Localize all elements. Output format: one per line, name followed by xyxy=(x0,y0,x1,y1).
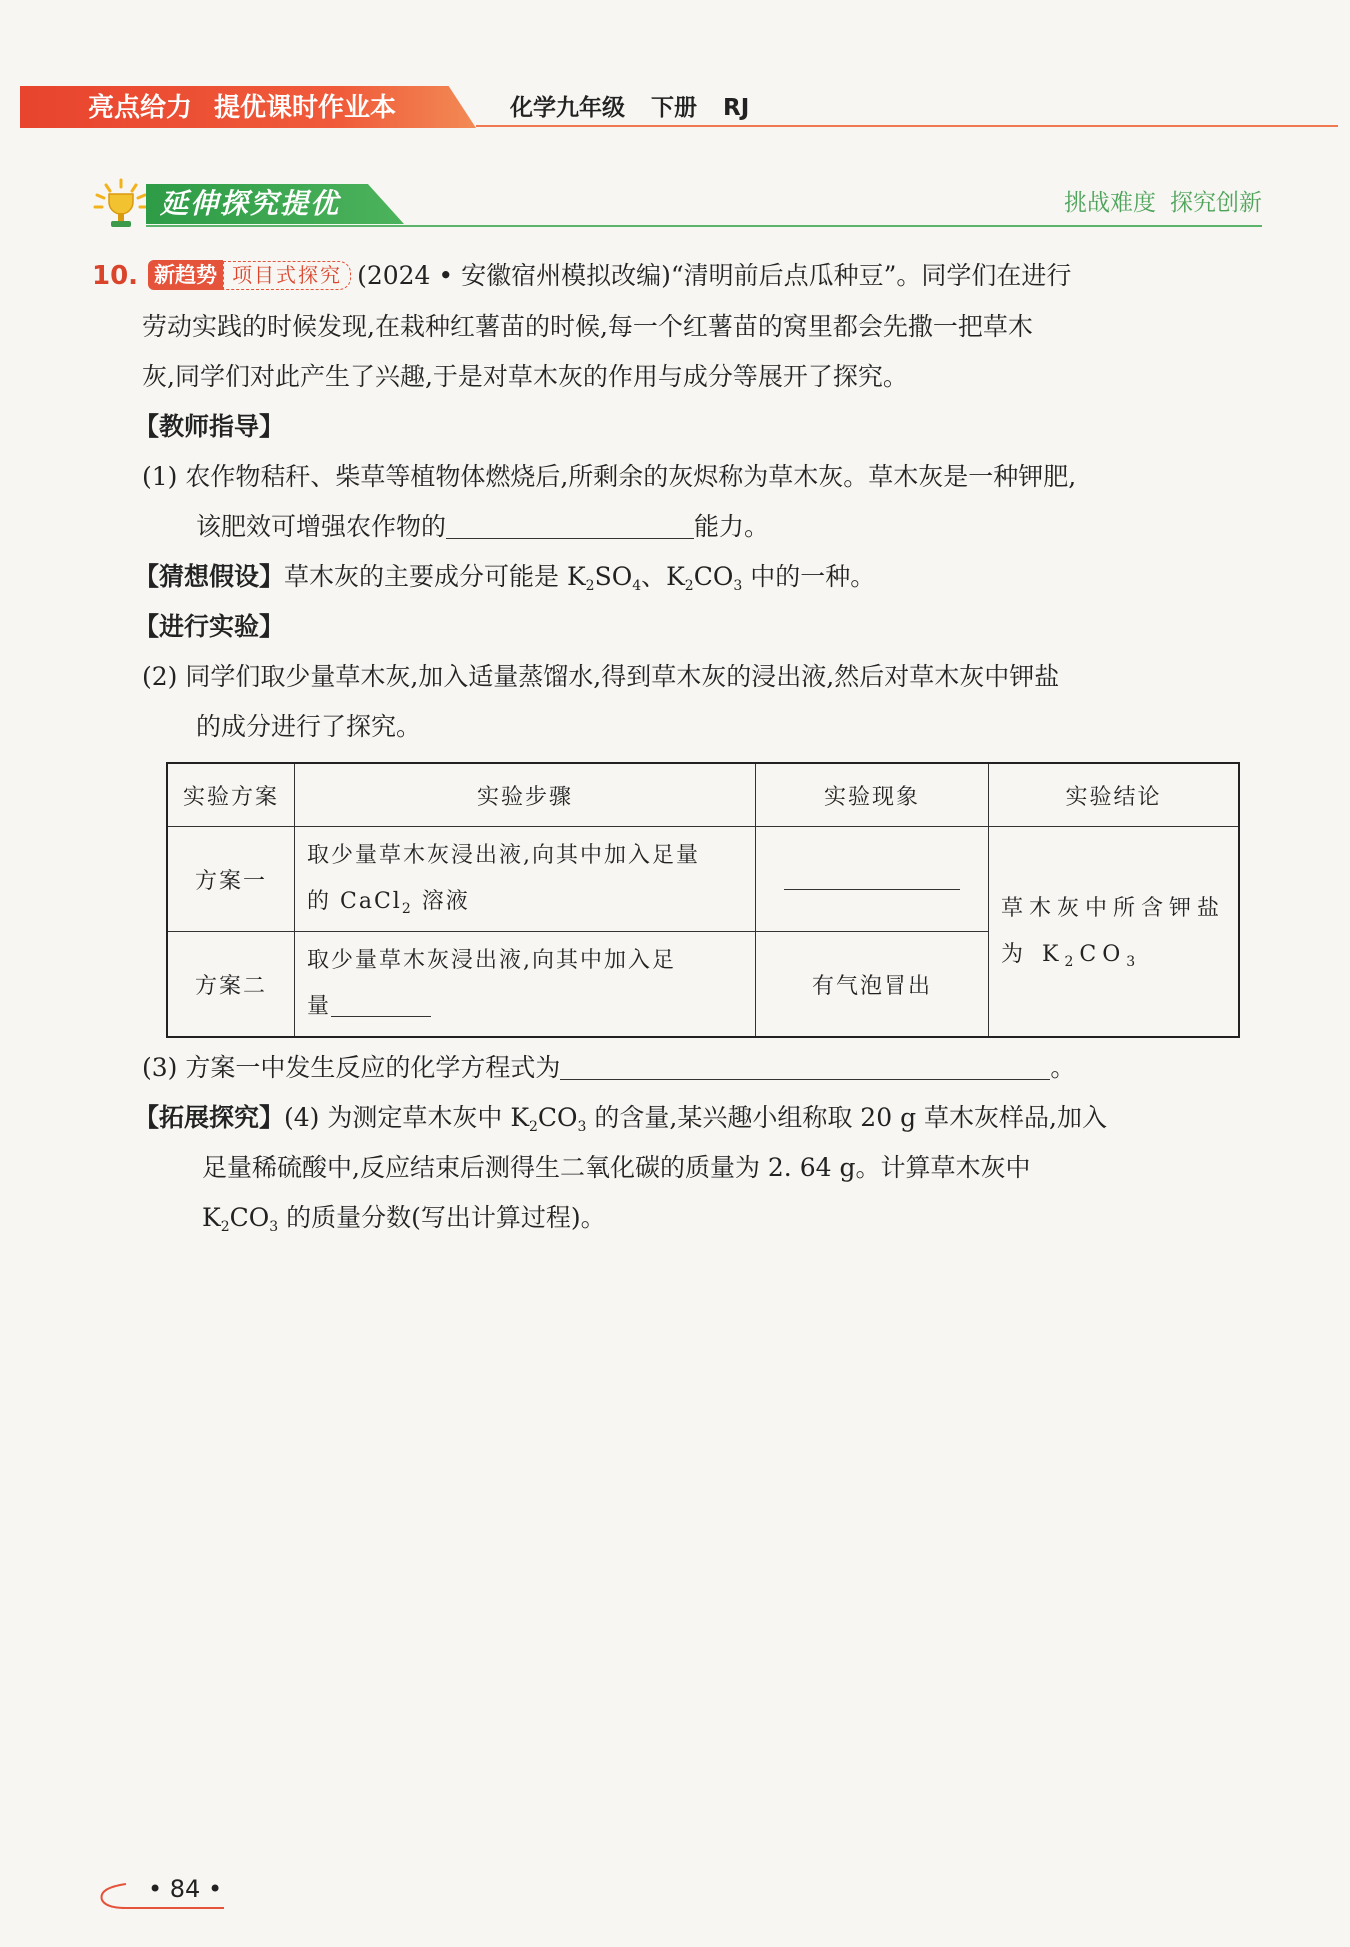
part4-text: CO xyxy=(229,1203,270,1232)
sub-2: 2 xyxy=(585,578,595,594)
part3-text: (3) 方案一中发生反应的化学方程式为 xyxy=(142,1053,561,1082)
heading-extension: 【拓展探究】 xyxy=(134,1103,285,1132)
table-header: 实验方案 xyxy=(167,763,295,827)
table-header: 实验步骤 xyxy=(295,763,756,827)
trophy-icon xyxy=(92,178,150,230)
section-tagline xyxy=(1064,186,1262,220)
part4-line-a xyxy=(134,1096,1107,1140)
table-header: 实验结论 xyxy=(989,763,1240,827)
question-line-2: 劳动实践的时候发现,在栽种红薯苗的时候,每一个红薯苗的窝里都会先撒一把草木 xyxy=(142,312,1033,341)
answer-blank-reagent[interactable] xyxy=(331,994,431,1017)
step-text: 的 CaCl xyxy=(307,889,402,914)
guess-line xyxy=(134,555,875,599)
sub-2: 2 xyxy=(1064,953,1080,970)
part1-line-b xyxy=(196,505,769,549)
guess-text-a: 草木灰的主要成分可能是 K xyxy=(284,562,586,591)
part4-text: K xyxy=(202,1203,221,1232)
header-subject xyxy=(510,90,775,126)
part2-line-a: (2) 同学们取少量草木灰,加入适量蒸馏水,得到草木灰的浸出液,然后对草木灰中钾盐 xyxy=(142,662,1060,691)
sub-2: 2 xyxy=(684,578,694,594)
sub-2: 2 xyxy=(220,1219,230,1235)
question-line-1 xyxy=(92,254,1071,298)
series-name: 亮点给力 xyxy=(88,93,193,123)
step-text: 溶液 xyxy=(412,889,470,914)
section-rule xyxy=(146,225,1262,227)
phenomenon-cell xyxy=(756,827,989,932)
sub-2: 2 xyxy=(529,1119,538,1135)
part4-line-b: 足量稀硫酸中,反应结束后测得生二氧化碳的质量为 2. 64 g。计算草木灰中 xyxy=(202,1153,1031,1182)
part4-text: CO xyxy=(537,1103,578,1132)
step-text: 量 xyxy=(307,994,332,1019)
part4-line-c xyxy=(202,1196,606,1240)
conclusion-text: CO xyxy=(1079,941,1127,967)
part4-text: 的质量分数(写出计算过程)。 xyxy=(278,1203,606,1232)
project-tag: 项目式探究 xyxy=(223,261,351,290)
part2-line-b: 的成分进行了探究。 xyxy=(196,712,422,741)
guess-text-c: 、K xyxy=(641,562,685,591)
series-subtitle: 提优课时作业本 xyxy=(214,93,397,123)
part1-text: 该肥效可增强农作物的 xyxy=(196,512,447,541)
answer-blank-1[interactable] xyxy=(446,508,694,539)
subject-label: 化学九年级 xyxy=(510,95,625,121)
part3-end: 。 xyxy=(1050,1053,1076,1082)
section-title: 延伸探究提优 xyxy=(160,187,341,220)
step-text: 取少量草木灰浸出液,向其中加入足 xyxy=(307,948,676,973)
question-number: 10. xyxy=(92,261,139,291)
page-number: • 84 • xyxy=(148,1875,223,1903)
question-text-1: (2024 • 安徽宿州模拟改编)“清明前后点瓜种豆”。同学们在进行 xyxy=(357,261,1072,290)
step-text: 取少量草木灰浸出液,向其中加入足量 xyxy=(307,843,700,868)
volume-label: 下册 xyxy=(651,95,697,121)
trend-tag: 新趋势 xyxy=(148,260,223,290)
step-cell xyxy=(295,932,756,1038)
guess-text-e: 中的一种。 xyxy=(742,562,876,591)
sub-4: 4 xyxy=(632,578,642,594)
experiment-table xyxy=(166,762,1240,1038)
sub-3: 3 xyxy=(269,1219,279,1235)
part1-line-a: (1) 农作物秸秆、柴草等植物体燃烧后,所剩余的灰烬称为草木灰。草木灰是一种钾肥, xyxy=(142,462,1077,491)
conclusion-text: 为 K xyxy=(1001,941,1065,967)
part4-text: 的含量,某兴趣小组称取 20 g 草木灰样品,加入 xyxy=(586,1103,1107,1132)
tagline-b: 探究创新 xyxy=(1170,190,1262,216)
heading-guess: 【猜想假设】 xyxy=(134,562,285,591)
header-rule xyxy=(476,125,1338,127)
conclusion-text: 草木灰中所含钾盐 xyxy=(1001,895,1226,921)
table-header-row xyxy=(167,763,1239,827)
part3-line xyxy=(142,1046,1075,1090)
part4-text: (4) 为测定草木灰中 K xyxy=(284,1103,529,1132)
table-row xyxy=(167,827,1239,932)
guess-text-b: SO xyxy=(594,562,633,591)
phenomenon-cell: 有气泡冒出 xyxy=(756,932,989,1038)
sub-3: 3 xyxy=(733,578,743,594)
plan-cell: 方案二 xyxy=(167,932,295,1038)
sub-3: 3 xyxy=(577,1119,587,1135)
heading-experiment: 【进行实验】 xyxy=(134,612,285,641)
conclusion-cell xyxy=(989,827,1240,1038)
part1-end: 能力。 xyxy=(694,512,770,541)
answer-blank-phenomenon[interactable] xyxy=(784,863,960,890)
header-series xyxy=(88,90,396,126)
question-line-3: 灰,同学们对此产生了兴趣,于是对草木灰的作用与成分等展开了探究。 xyxy=(142,362,908,391)
step-cell xyxy=(295,827,756,932)
sub-2: 2 xyxy=(401,901,413,917)
sub-3: 3 xyxy=(1126,953,1142,970)
table-header: 实验现象 xyxy=(756,763,989,827)
answer-blank-equation[interactable] xyxy=(560,1049,1050,1080)
tagline-a: 挑战难度 xyxy=(1064,190,1156,216)
guess-text-d: CO xyxy=(693,562,734,591)
edition-label: RJ xyxy=(723,95,750,121)
plan-cell: 方案一 xyxy=(167,827,295,932)
heading-teacher: 【教师指导】 xyxy=(134,412,285,441)
